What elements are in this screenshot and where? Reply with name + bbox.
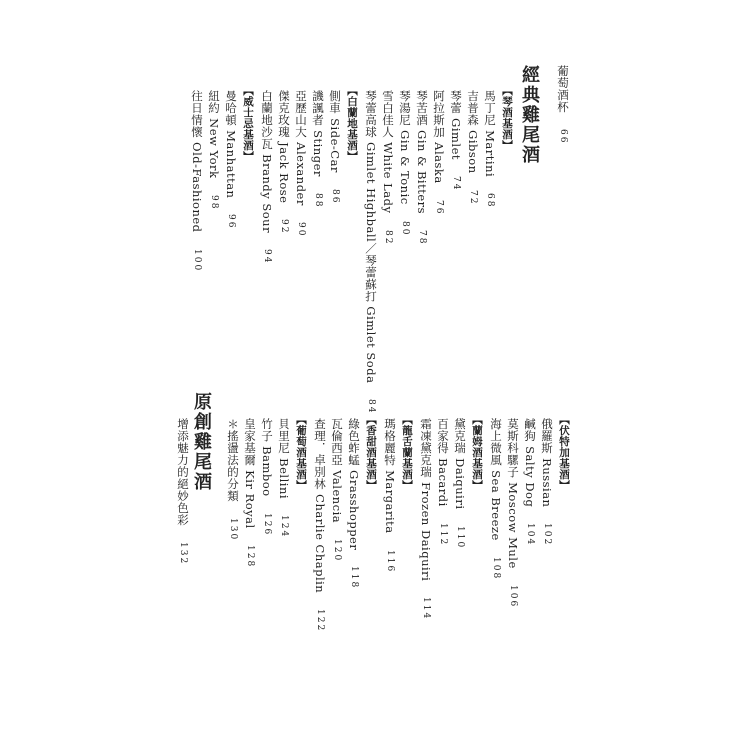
page-number: 68 bbox=[485, 193, 495, 209]
page-number: 82 bbox=[383, 229, 393, 245]
entry-title: 皇家基爾 Kir Royal bbox=[243, 418, 257, 529]
toc-entry[interactable] bbox=[506, 418, 520, 608]
page-number: 108 bbox=[491, 556, 501, 580]
toc-entry[interactable] bbox=[260, 90, 274, 265]
toc-entry[interactable] bbox=[383, 418, 397, 573]
page-number: 72 bbox=[468, 189, 478, 206]
entry-title: 吉普森 Gibson bbox=[466, 90, 480, 174]
page-number: 94 bbox=[262, 249, 272, 265]
toc-entry[interactable] bbox=[523, 418, 537, 547]
entry-title: 瓦倫西亞 Valencia bbox=[330, 418, 344, 524]
entry-title: 霜凍黛克瑞 Frozen Daiquiri bbox=[419, 418, 433, 582]
entry-title: 增添魅力的絕妙色彩 bbox=[176, 418, 190, 526]
page-number: 80 bbox=[400, 220, 410, 237]
category-label-wine: 【葡萄酒基酒】 bbox=[295, 414, 307, 491]
page-number: 120 bbox=[332, 539, 342, 563]
entry-title: 莫斯科騾子 Moscow Mule bbox=[506, 418, 520, 569]
toc-entry[interactable] bbox=[415, 90, 429, 246]
toc-entry[interactable] bbox=[313, 418, 327, 632]
toc-entry[interactable] bbox=[556, 65, 570, 144]
entry-title: 貝里尼 Bellini bbox=[277, 418, 291, 500]
toc-entry[interactable] bbox=[466, 90, 480, 205]
toc-entry[interactable] bbox=[176, 418, 190, 565]
toc-entry[interactable] bbox=[224, 90, 238, 230]
entry-title: 曼哈頓 Manhattan bbox=[224, 90, 238, 199]
page-number: 78 bbox=[417, 230, 427, 246]
toc-entry[interactable] bbox=[243, 418, 257, 568]
entry-title: 白蘭地沙瓦 Brandy Sour bbox=[260, 90, 274, 234]
page-number: 122 bbox=[315, 609, 325, 633]
entry-title: 瑪格麗特 Margarita bbox=[383, 418, 397, 534]
entry-title: 側車 Side-Car bbox=[328, 90, 342, 173]
entry-title: 葡萄酒杯 bbox=[556, 65, 570, 113]
entry-title: 琴蕾高球 Gimlet Highball／琴蕾蘇打 Gimlet Soda bbox=[364, 90, 378, 384]
page-number: 118 bbox=[349, 566, 359, 590]
toc-entry[interactable] bbox=[226, 418, 240, 541]
entry-title: 紐約 New York bbox=[207, 90, 221, 179]
toc-entry[interactable] bbox=[364, 90, 378, 415]
toc-entry[interactable] bbox=[419, 418, 433, 621]
entry-title: 雪白佳人 White Lady bbox=[381, 90, 395, 214]
toc-entry[interactable] bbox=[436, 418, 450, 546]
page-number: 126 bbox=[262, 512, 272, 536]
entry-title: 鹹狗 Salty Dog bbox=[523, 418, 537, 508]
page-number: 130 bbox=[228, 518, 238, 542]
toc-entry[interactable] bbox=[449, 90, 463, 191]
page-number: 100 bbox=[192, 248, 202, 272]
toc-entry[interactable] bbox=[381, 90, 395, 245]
page-number: 92 bbox=[279, 219, 289, 235]
entry-title: 百家得 Bacardi bbox=[436, 418, 450, 507]
page-number: 110 bbox=[455, 525, 465, 549]
entry-title: 亞歷山大 Alexander bbox=[294, 90, 308, 206]
entry-title: 俄羅斯 Russian bbox=[540, 418, 554, 508]
page-number: 96 bbox=[226, 214, 236, 230]
toc-entry[interactable] bbox=[540, 418, 554, 547]
page-number: 66 bbox=[558, 129, 568, 145]
toc-entry[interactable] bbox=[277, 418, 291, 538]
section-heading-original: 原創雞尾酒 bbox=[191, 392, 212, 492]
entry-title: 琴湯尼 Gin & Tonic bbox=[398, 90, 412, 205]
page-number: 128 bbox=[245, 544, 255, 568]
page-number: 132 bbox=[178, 542, 188, 566]
page-number: 116 bbox=[385, 549, 395, 573]
toc-entry[interactable] bbox=[207, 90, 221, 210]
section-heading-classic: 經典雞尾酒 bbox=[519, 65, 540, 165]
toc-entry[interactable] bbox=[398, 90, 412, 236]
toc-entry[interactable] bbox=[432, 90, 446, 215]
entry-title: 竹子 Bamboo bbox=[260, 418, 274, 497]
category-label-rum: 【蘭姆酒基酒】 bbox=[471, 414, 483, 491]
entry-title: 傑克玫瑰 Jack Rose bbox=[277, 90, 291, 204]
toc-entry[interactable] bbox=[489, 418, 503, 580]
entry-title: 阿拉斯加 Alaska bbox=[432, 90, 446, 184]
entry-title: 譏諷者 Stinger bbox=[311, 90, 325, 177]
page-number: 90 bbox=[296, 221, 306, 238]
toc-entry[interactable] bbox=[330, 418, 344, 562]
toc-entry[interactable] bbox=[483, 90, 497, 209]
entry-title: 往日情懷 Old-Fashioned bbox=[190, 90, 204, 233]
entry-title: 馬丁尼 Martini bbox=[483, 90, 497, 178]
toc-entry[interactable] bbox=[328, 90, 342, 204]
page-number: 76 bbox=[434, 199, 444, 216]
page-number: 104 bbox=[525, 523, 535, 547]
page-number: 102 bbox=[542, 523, 552, 547]
toc-entry[interactable] bbox=[311, 90, 325, 208]
category-label-gin: 【琴酒基酒】 bbox=[501, 85, 513, 151]
category-label-brandy: 【白蘭地基酒】 bbox=[346, 85, 358, 162]
entry-title: 查理．卓別林 Charlie Chaplin bbox=[313, 418, 327, 594]
entry-title: 海上微風 Sea Breeze bbox=[489, 418, 503, 541]
page-number: 84 bbox=[366, 399, 376, 415]
page-number: 98 bbox=[209, 194, 219, 210]
toc-entry[interactable] bbox=[260, 418, 274, 536]
page-number: 74 bbox=[451, 176, 461, 192]
page-number: 114 bbox=[421, 597, 431, 621]
entry-title: ＊搖盪法的分類 bbox=[226, 418, 240, 502]
category-label-liqueur: 【香甜酒基酒】 bbox=[365, 414, 377, 491]
page-number: 124 bbox=[279, 515, 289, 539]
page-number: 88 bbox=[313, 192, 323, 209]
page-number: 86 bbox=[330, 188, 340, 205]
category-label-tequila: 【龍舌蘭基酒】 bbox=[401, 414, 413, 491]
category-label-vodka: 【伏特加基酒】 bbox=[558, 414, 570, 491]
page-number: 106 bbox=[508, 584, 518, 608]
entry-title: 琴苦酒 Gin & Bitters bbox=[415, 90, 429, 215]
category-label-whisky: 【威士忌基酒】 bbox=[242, 85, 254, 162]
toc-entry[interactable] bbox=[277, 90, 291, 235]
toc-entry[interactable] bbox=[453, 418, 467, 549]
toc-entry[interactable] bbox=[190, 90, 204, 272]
entry-title: 綠色蚱蜢 Grasshopper bbox=[347, 418, 361, 551]
page-number: 112 bbox=[438, 522, 448, 546]
entry-title: 黛克瑞 Daiquiri bbox=[453, 418, 467, 510]
toc-entry[interactable] bbox=[347, 418, 361, 590]
toc-entry[interactable] bbox=[294, 90, 308, 237]
entry-title: 琴蕾 Gimlet bbox=[449, 90, 463, 161]
